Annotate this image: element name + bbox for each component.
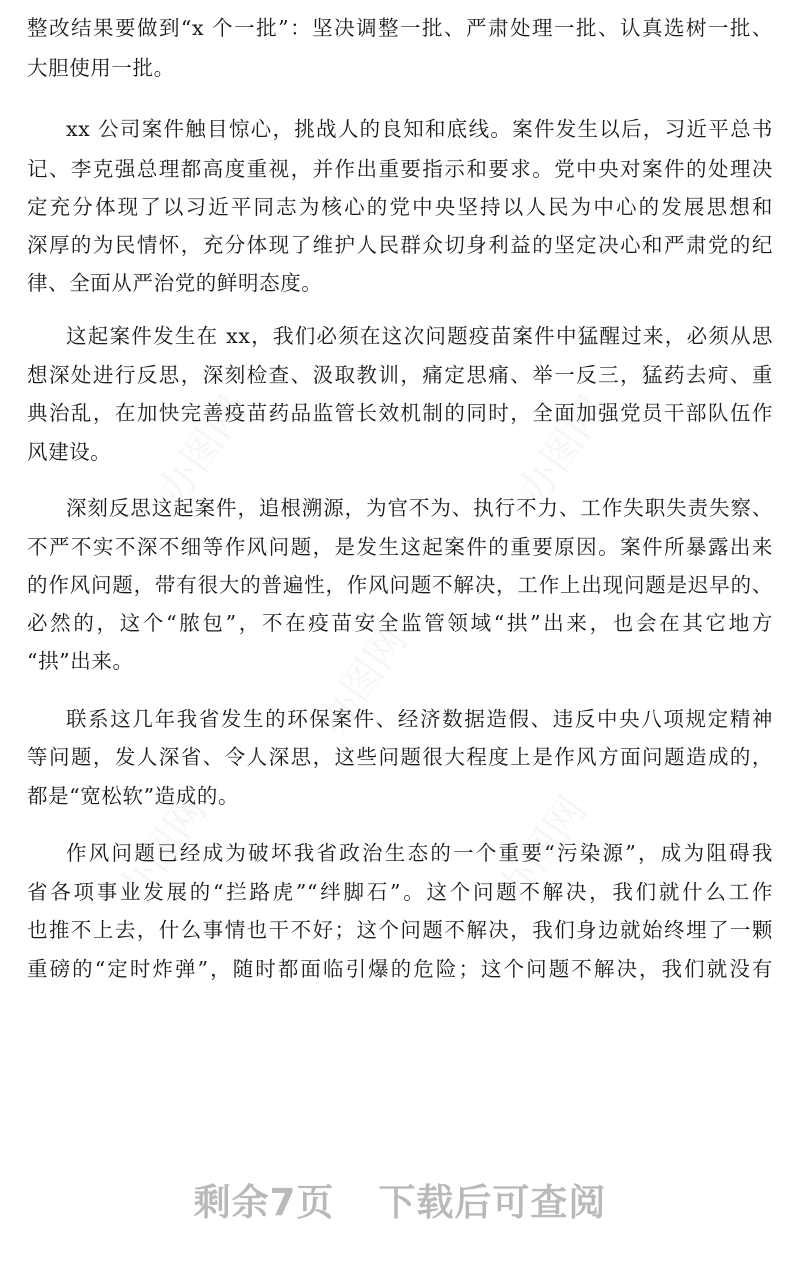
paragraph-3-line-1: 这起案件发生在 xx，我们必须在这次问题疫苗案件中猛醒过来，必须从思 [66, 324, 773, 348]
paragraph-2-line-5: 律、全面从严治党的鲜明态度。 [27, 271, 323, 295]
remaining-pages-label: 剩余7页 [193, 1181, 335, 1224]
paragraph-2-line-3: 定充分体现了以习近平同志为核心的党中央坚持以人民为中心的发展思想和 [27, 195, 773, 219]
paragraph-6-line-1: 作风问题已经成为破坏我省政治生态的一个重要“污染源”，成为阻碍我 [66, 841, 773, 865]
paragraph-2-line-2: 记、李克强总理都高度重视，并作出重要指示和要求。党中央对案件的处理决 [27, 157, 773, 181]
paragraph-6-line-2: 省各项事业发展的“拦路虎”“绊脚石”。这个问题不解决，我们就什么工作 [27, 880, 773, 904]
paragraph-4-line-2: 不严不实不深不细等作风问题，是发生这起案件的重要原因。案件所暴露出来 [27, 535, 773, 559]
paragraph-4-line-3: 的作风问题，带有很大的普遍性，作风问题不解决，工作上出现问题是迟早的、 [27, 573, 773, 597]
paragraph-4-line-1: 深刻反思这起案件，追根溯源，为官不为、执行不力、工作失职失责失察、 [66, 496, 773, 520]
paragraph-2-line-1: xx 公司案件触目惊心，挑战人的良知和底线。案件发生以后，习近平总书 [66, 117, 773, 141]
paragraph-6-line-3: 也推不上去，什么事情也干不好；这个问题不解决，我们身边就始终埋了一颗 [27, 918, 773, 942]
paragraph-3-line-3: 典治乱，在加快完善疫苗药品监管长效机制的同时，全面加强党员干部队伍作 [27, 401, 773, 425]
paragraph-4-line-4: 必然的，这个“脓包”，不在疫苗安全监管领域“拱”出来，也会在其它地方 [27, 611, 773, 635]
paragraph-1-line-2: 大胆使用一批。 [27, 56, 175, 80]
paragraph-1-line-1: 整改结果要做到“x 个一批”：坚决调整一批、严肃处理一批、认真选树一批、 [27, 16, 773, 40]
paragraph-5-line-1: 联系这几年我省发生的环保案件、经济数据造假、违反中央八项规定精神 [66, 707, 773, 731]
download-prompt-banner[interactable] [0, 1172, 800, 1226]
paragraph-6-line-4: 重磅的“定时炸弹”，随时都面临引爆的危险；这个问题不解决，我们就没有 [27, 957, 773, 981]
paragraph-4-line-5: “拱”出来。 [27, 649, 134, 673]
paragraph-5-line-2: 等问题，发人深省、令人深思，这些问题很大程度上是作风方面问题造成的， [27, 745, 773, 769]
paragraph-3-line-4: 风建设。 [27, 440, 112, 464]
paragraph-3-line-2: 想深处进行反思，深刻检查、汲取教训，痛定思痛、举一反三，猛药去疴、重 [27, 363, 773, 387]
download-to-view-label[interactable]: 下载后可查阅 [378, 1181, 607, 1224]
paragraph-2-line-4: 深厚的为民情怀，充分体现了维护人民群众切身利益的坚定决心和严肃党的纪 [27, 233, 773, 257]
paragraph-5-line-3: 都是“宽松软”造成的。 [27, 784, 240, 808]
